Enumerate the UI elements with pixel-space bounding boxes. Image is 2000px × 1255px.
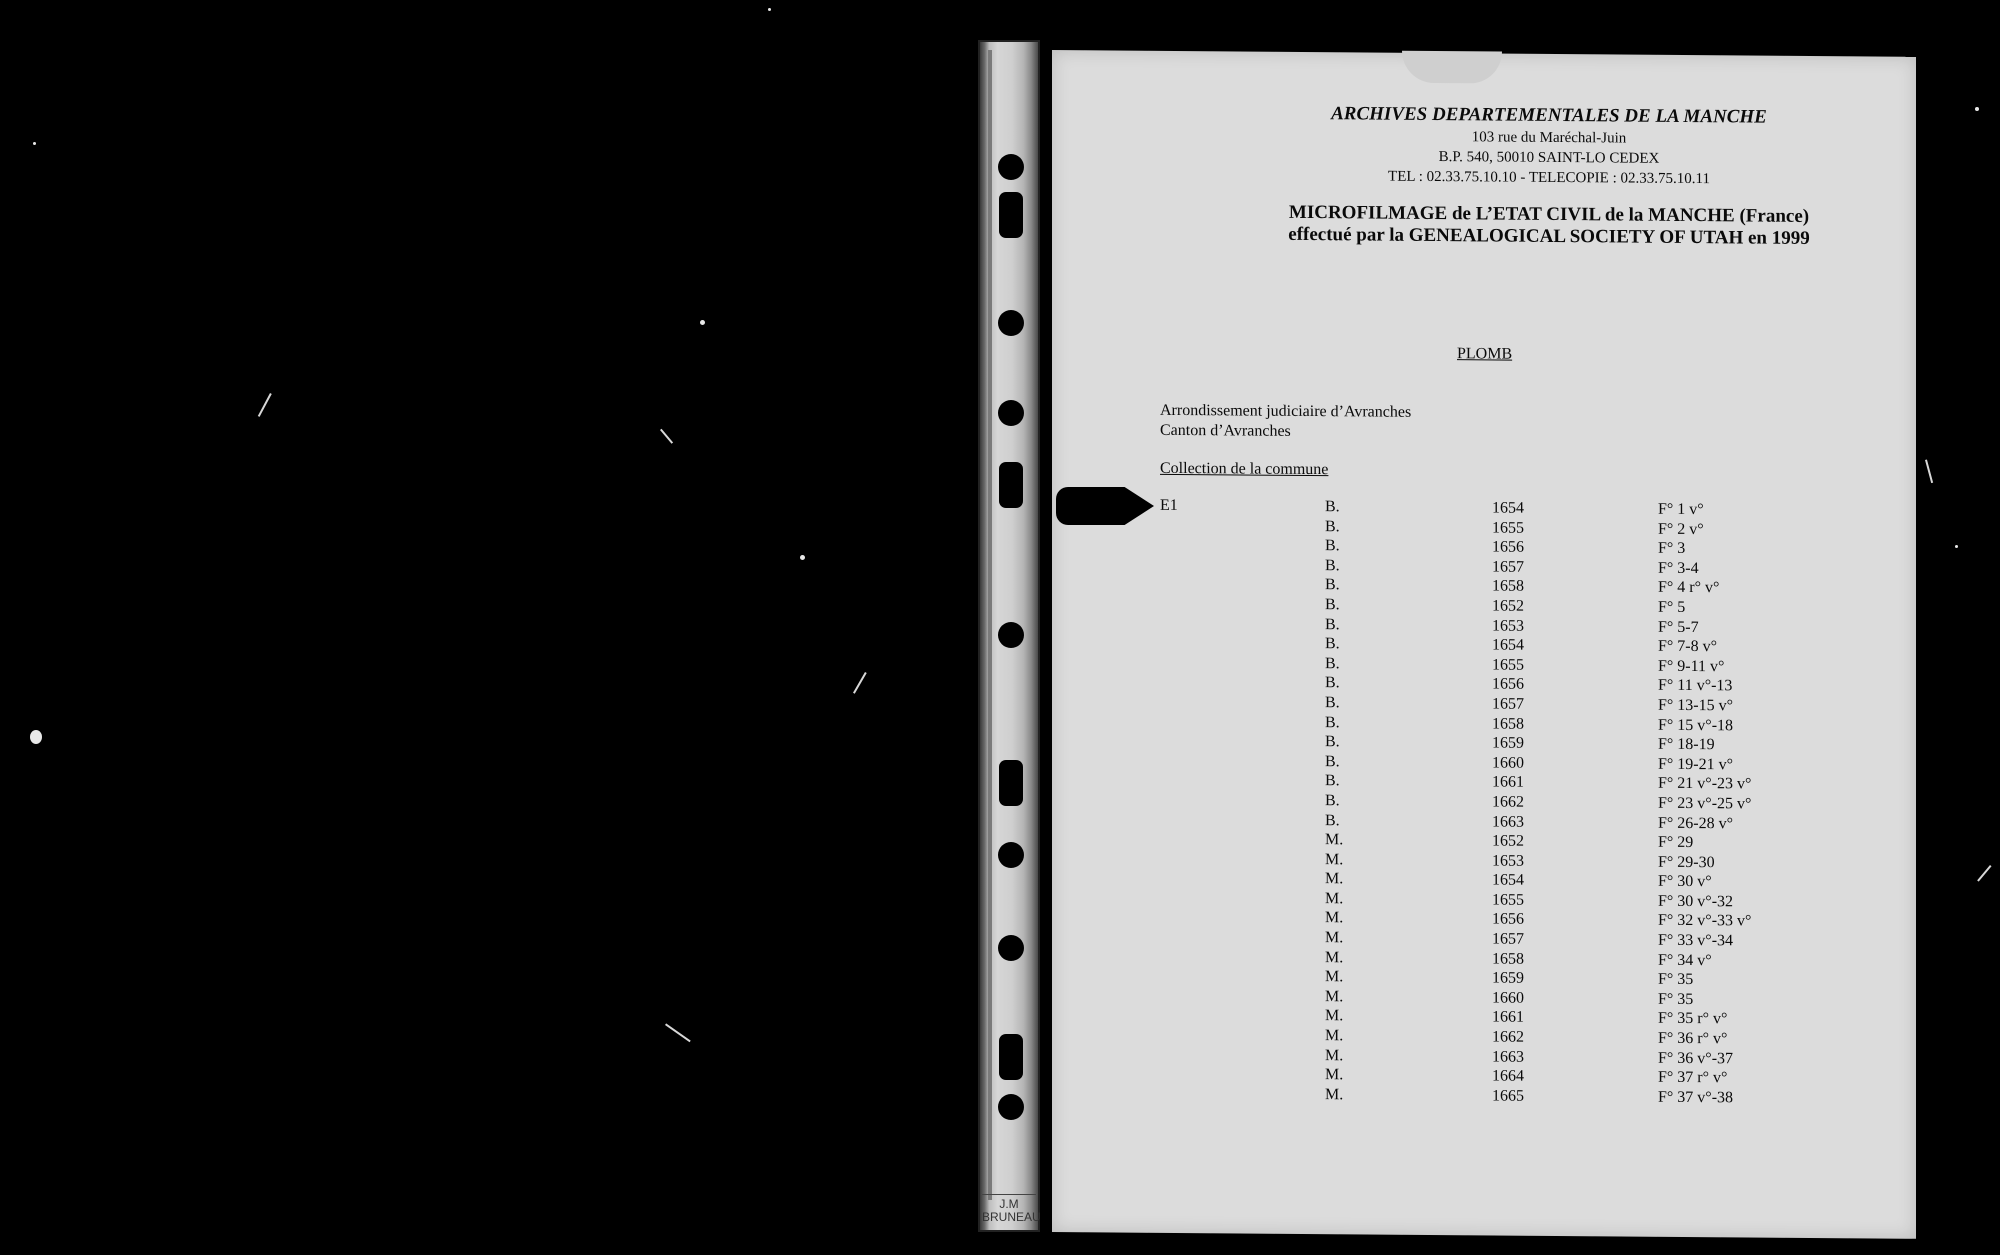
entry-type: B. (1325, 811, 1340, 829)
entry-year: 1659 (1492, 734, 1524, 752)
entry-type: M. (1325, 1046, 1344, 1064)
entry-folio: F° 34 v° (1658, 951, 1712, 969)
entry-year: 1652 (1492, 597, 1524, 615)
entry-folio: F° 13-15 v° (1658, 696, 1734, 715)
entry-type: M. (1325, 831, 1344, 849)
entry-type: M. (1325, 929, 1344, 947)
entry-folio: F° 33 v°-34 (1658, 931, 1734, 950)
film-scratch (853, 672, 867, 694)
jurisdiction-block (1160, 401, 1411, 443)
entry-folio: F° 35 (1658, 990, 1694, 1008)
film-scratch (660, 429, 673, 444)
entry-folio: F° 37 r° v° (1658, 1068, 1728, 1087)
entry-year: 1658 (1492, 714, 1524, 733)
binder-hole (998, 622, 1024, 648)
entry-year: 1661 (1492, 773, 1524, 792)
entry-year: 1660 (1492, 989, 1524, 1007)
dust-speck (30, 730, 42, 744)
entry-year: 1658 (1492, 577, 1524, 596)
dust-speck (768, 8, 771, 11)
project-title-line-2: effectué par la GENEALOGICAL SOCIETY OF UTAH en 1999 (1288, 223, 1810, 249)
entry-folio: F° 21 v°-23 v° (1658, 775, 1752, 793)
entry-year: 1654 (1492, 499, 1524, 517)
entry-type: B. (1325, 792, 1340, 810)
entry-folio: F° 5-7 (1658, 618, 1699, 636)
binder-hole (998, 935, 1024, 961)
entry-folio: F° 29-30 (1658, 853, 1715, 871)
entry-type: M. (1325, 1007, 1344, 1025)
entry-type: B. (1325, 694, 1340, 712)
film-scratch (258, 393, 272, 417)
binder-hole (998, 400, 1024, 426)
entry-type: B. (1325, 713, 1340, 731)
entry-year: 1655 (1492, 891, 1524, 909)
entry-folio: F° 7-8 v° (1658, 637, 1718, 656)
entry-type: M. (1325, 987, 1344, 1006)
entry-year: 1659 (1492, 969, 1524, 987)
entry-code: E1 (1160, 496, 1178, 514)
sheet-notch (1402, 51, 1502, 84)
entry-year: 1653 (1492, 852, 1524, 870)
entry-folio: F° 30 v° (1658, 873, 1712, 891)
entry-type: B. (1325, 752, 1340, 770)
entry-type: B. (1325, 674, 1340, 692)
collection-heading: Collection de la commune (1160, 459, 1329, 479)
entry-type: M. (1325, 1027, 1344, 1045)
street-address: 103 rue du Maréchal-Juin (1471, 129, 1627, 147)
entry-type: M. (1325, 890, 1344, 908)
entry-type: B. (1325, 576, 1340, 594)
entry-year: 1661 (1492, 1008, 1524, 1027)
entry-year: 1653 (1492, 617, 1524, 635)
entry-type: M. (1325, 850, 1344, 868)
entry-type: B. (1325, 772, 1340, 790)
entry-year: 1662 (1492, 1028, 1524, 1046)
arrondissement-line: Arrondissement judiciaire d’Avranches (1160, 401, 1412, 421)
organization-name: ARCHIVES DEPARTEMENTALES DE LA MANCHE (1331, 103, 1767, 128)
register-entries-list (1160, 497, 1900, 1110)
document-header (1052, 100, 1916, 251)
entry-type: B. (1325, 556, 1340, 575)
maker-line-1: J.M (999, 1197, 1019, 1211)
binder-hole (998, 154, 1024, 180)
entry-type: B. (1325, 654, 1340, 673)
entry-year: 1663 (1492, 1048, 1524, 1066)
binder-slot (999, 462, 1023, 508)
entry-type: M. (1325, 968, 1344, 986)
entry-type: B. (1325, 517, 1340, 535)
entry-year: 1665 (1492, 1087, 1524, 1105)
document-sheet (1052, 50, 1916, 1239)
entry-folio: F° 36 v°-37 (1658, 1049, 1734, 1067)
entry-year: 1655 (1492, 519, 1524, 537)
binder-slot (999, 192, 1023, 238)
entry-folio: F° 19-21 v° (1658, 755, 1734, 774)
dust-speck (1955, 545, 1958, 548)
binder-hole (998, 1094, 1024, 1120)
film-scratch (665, 1023, 691, 1042)
entry-type: B. (1325, 635, 1340, 653)
binder-maker-label (982, 1194, 1041, 1224)
dust-speck (33, 142, 36, 145)
entry-folio: F° 26-28 v° (1658, 814, 1734, 832)
entry-type: M. (1325, 1066, 1344, 1084)
film-scratch (1977, 865, 1991, 882)
binder-hole (998, 310, 1024, 336)
phone-line: TEL : 02.33.75.10.10 - TELECOPIE : 02.33.75.10.11 (1388, 168, 1710, 188)
entry-folio: F° 1 v° (1658, 500, 1704, 519)
entry-folio: F° 18-19 (1658, 735, 1715, 754)
entry-year: 1660 (1492, 754, 1524, 772)
entry-type: M. (1325, 870, 1344, 888)
binder-rail (988, 50, 992, 1200)
entry-year: 1657 (1492, 930, 1524, 948)
entry-type: B. (1325, 733, 1340, 751)
entry-year: 1662 (1492, 793, 1524, 811)
binder-slot (999, 760, 1023, 806)
entry-folio: F° 35 r° v° (1658, 1010, 1728, 1028)
project-title-line-1: MICROFILMAGE de L’ETAT CIVIL de la MANCHE (France) (1288, 201, 1810, 227)
entry-type: B. (1325, 615, 1340, 633)
entry-year: 1657 (1492, 558, 1524, 576)
entry-folio: F° 3 (1658, 539, 1686, 558)
entry-folio: F° 30 v°-32 (1658, 892, 1734, 911)
entry-folio: F° 11 v°-13 (1658, 677, 1733, 695)
binder-strip (978, 40, 1040, 1232)
entry-folio: F° 2 v° (1658, 520, 1704, 538)
entry-year: 1664 (1492, 1067, 1524, 1085)
entry-type: B. (1325, 537, 1340, 555)
entry-type: M. (1325, 909, 1344, 927)
dust-speck (700, 320, 705, 325)
entry-year: 1652 (1492, 832, 1524, 850)
dust-speck (1975, 107, 1979, 111)
entry-year: 1658 (1492, 950, 1524, 968)
canton-line: Canton d’Avranches (1160, 421, 1291, 440)
entry-folio: F° 36 r° v° (1658, 1029, 1728, 1048)
entry-year: 1663 (1492, 812, 1524, 831)
entry-folio: F° 23 v°-25 v° (1658, 794, 1752, 813)
entry-folio: F° 5 (1658, 598, 1686, 616)
postal-address: B.P. 540, 50010 SAINT-LO CEDEX (1438, 149, 1660, 167)
binder-slot (999, 1034, 1023, 1080)
entry-year: 1655 (1492, 656, 1524, 674)
entry-type: B. (1325, 498, 1340, 516)
entry-folio: F° 9-11 v° (1658, 657, 1725, 676)
film-scratch (1925, 459, 1933, 483)
entry-year: 1656 (1492, 675, 1524, 694)
entry-folio: F° 37 v°-38 (1658, 1088, 1734, 1107)
binder-hole (998, 842, 1024, 868)
entry-folio: F° 4 r° v° (1658, 579, 1720, 597)
entry-year: 1656 (1492, 910, 1524, 929)
entry-folio: F° 35 (1658, 971, 1694, 989)
dust-speck (800, 555, 805, 560)
entry-folio: F° 3-4 (1658, 559, 1699, 577)
entry-folio: F° 15 v°-18 (1658, 716, 1734, 734)
commune-title: PLOMB (1457, 345, 1513, 363)
entry-folio: F° 29 (1658, 833, 1694, 852)
maker-line-2: BRUNEAU (982, 1210, 1041, 1224)
entry-type: B. (1325, 596, 1340, 614)
entry-type: M. (1325, 948, 1344, 966)
entry-year: 1654 (1492, 871, 1524, 889)
entry-year: 1657 (1492, 695, 1524, 713)
entry-year: 1654 (1492, 636, 1524, 654)
entry-year: 1656 (1492, 538, 1524, 556)
entry-type: M. (1325, 1085, 1344, 1104)
entry-folio: F° 32 v°-33 v° (1658, 912, 1752, 930)
